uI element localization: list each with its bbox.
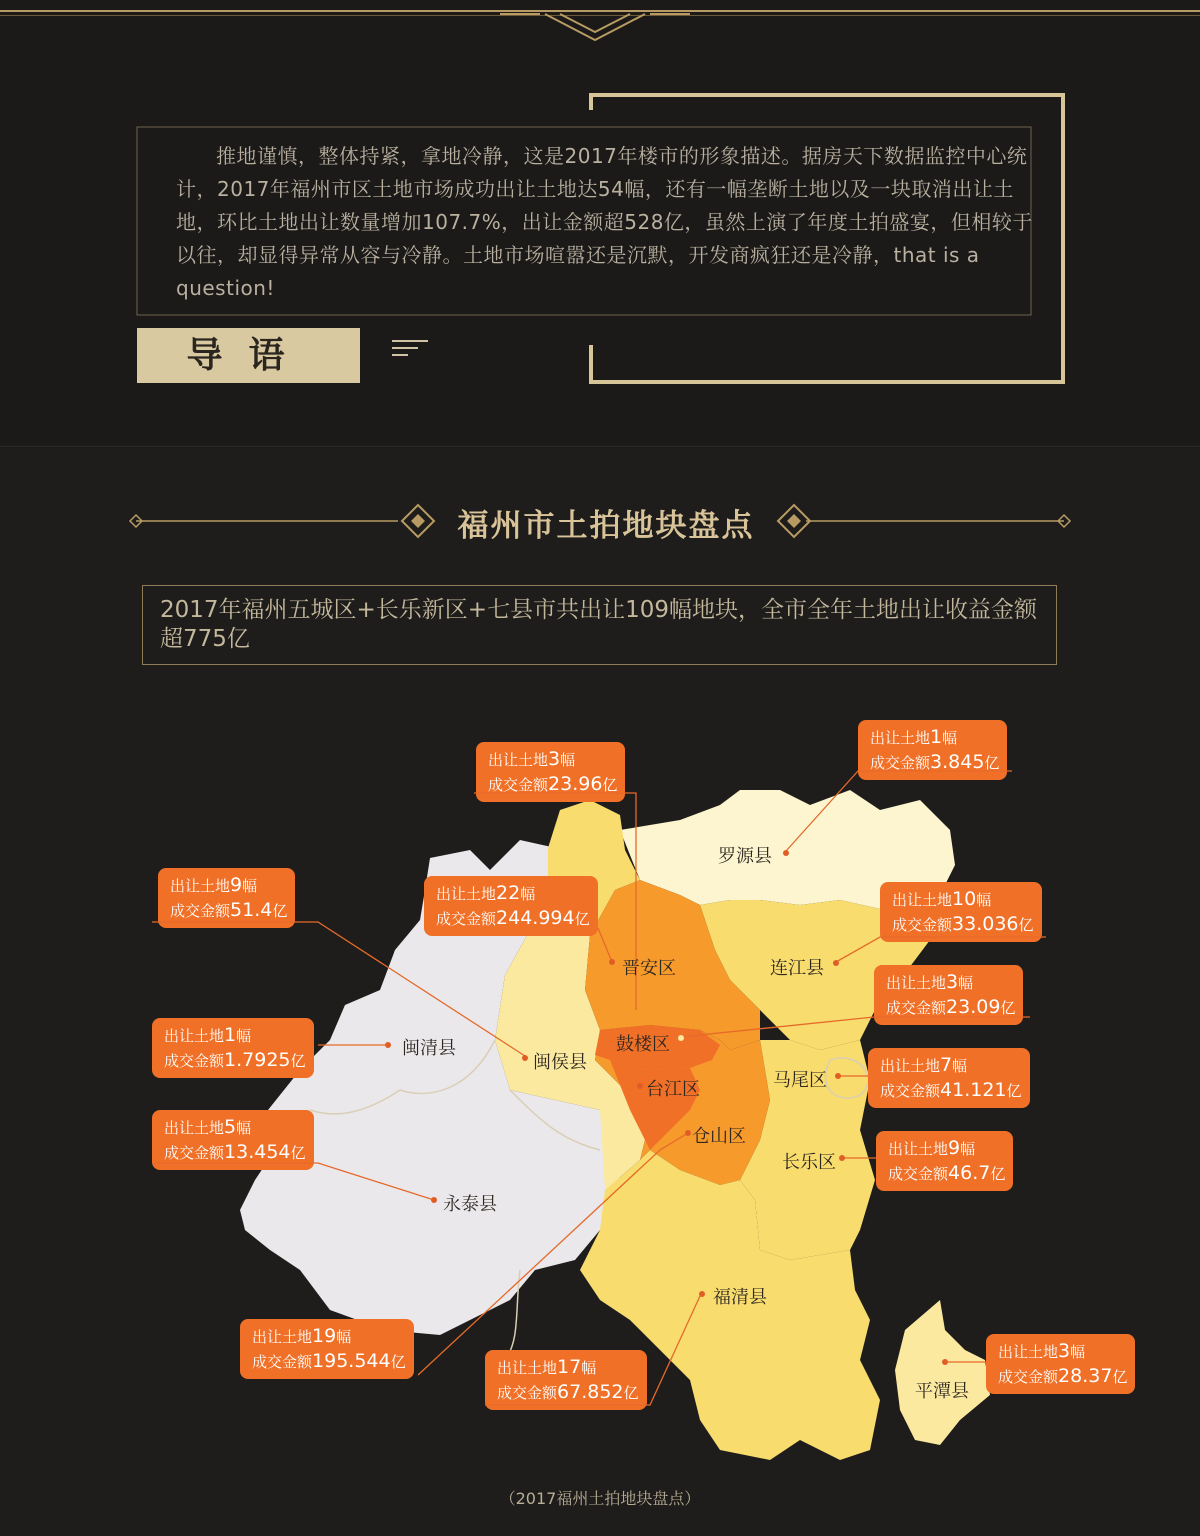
callout-yongtai: 出让土地5幅 成交金额13.454亿 [152,1110,314,1170]
dot-changle [839,1155,845,1161]
label-taijiang: 台江区 [646,1079,700,1100]
leader-fuqing [485,1296,700,1405]
leader-lianjiang [836,937,1046,962]
dot-luoyuan [783,850,789,856]
callout-fuqing: 出让土地17幅 成交金额67.852亿 [485,1350,647,1410]
label-yongtai: 永泰县 [443,1194,497,1215]
label-mawei: 马尾区 [773,1070,827,1091]
callout-changle: 出让土地9幅 成交金额46.7亿 [876,1131,1013,1191]
leader-luoyuan [786,771,1012,851]
leader-minhou [152,922,525,1056]
dot-mawei [835,1073,841,1079]
intro-paragraph: 推地谨慎，整体持紧，拿地冷静，这是2017年楼市的形象描述。据房天下数据监控中心统计，2017年福州市区土地市场成功出让土地达54幅，还有一幅垄断土地以及一块取消出让土地，环比土地出让数量增加107.7%，出让金额超528亿，虽然上演了年度土拍盛宴，但相较于以往，却显得异常从容与冷静。土地市场喧嚣还是沉默，开发商疯狂还是冷静，that is a question! [176,144,1033,300]
leader-taijiang [680,1017,1030,1037]
dot-gulou [678,1035,684,1041]
map-caption: （2017福州土拍地块盘点） [499,1489,701,1508]
label-lianjiang: 连江县 [770,958,824,979]
label-fuqing: 福清县 [713,1287,767,1308]
leader-yongtai [152,1163,434,1200]
leader-gulou [474,793,636,1010]
label-gulou: 鼓楼区 [616,1034,670,1055]
label-luoyuan: 罗源县 [718,846,772,867]
callout-lianjiang: 出让土地10幅 成交金额33.036亿 [880,882,1042,942]
dot-taijiang [637,1083,643,1089]
callout-cangshan: 出让土地19幅 成交金额195.544亿 [240,1319,414,1379]
dot-minqing [385,1042,391,1048]
dot-cangshan [685,1130,691,1136]
leader-jinan [598,928,612,962]
callout-luoyuan: 出让土地1幅 成交金额3.845亿 [858,720,1007,780]
dot-minhou [522,1055,528,1061]
label-minhou: 闽侯县 [533,1052,587,1073]
callout-taijiang: 出让土地3幅 成交金额23.09亿 [874,965,1023,1025]
label-cangshan: 仓山区 [692,1126,746,1147]
dot-jinan [609,959,615,965]
callout-minqing: 出让土地1幅 成交金额1.7925亿 [152,1018,314,1078]
label-minqing: 闽清县 [402,1038,456,1059]
callout-jinan: 出让土地22幅 成交金额244.994亿 [424,876,598,936]
dot-lianjiang [833,960,839,966]
summary-text: 2017年福州五城区+长乐新区+七县市共出让109幅地块，全市全年土地出让收益金额超775亿 [160,597,1037,652]
label-pingtan: 平潭县 [915,1381,969,1402]
intro-tag: 导语 [137,328,360,383]
callout-mawei: 出让土地7幅 成交金额41.121亿 [868,1048,1030,1108]
section-title: 福州市土拍地块盘点 [457,508,755,544]
callout-pingtan: 出让土地3幅 成交金额28.37亿 [986,1334,1135,1394]
dot-pingtan [942,1359,948,1365]
dot-fuqing [699,1291,705,1297]
label-changle: 长乐区 [782,1152,836,1173]
callout-gulou: 出让土地3幅 成交金额23.96亿 [476,742,625,802]
leader-cangshan [418,1133,688,1375]
label-jinan: 晋安区 [622,958,676,979]
dot-yongtai [431,1197,437,1203]
callout-minhou: 出让土地9幅 成交金额51.4亿 [158,868,295,928]
